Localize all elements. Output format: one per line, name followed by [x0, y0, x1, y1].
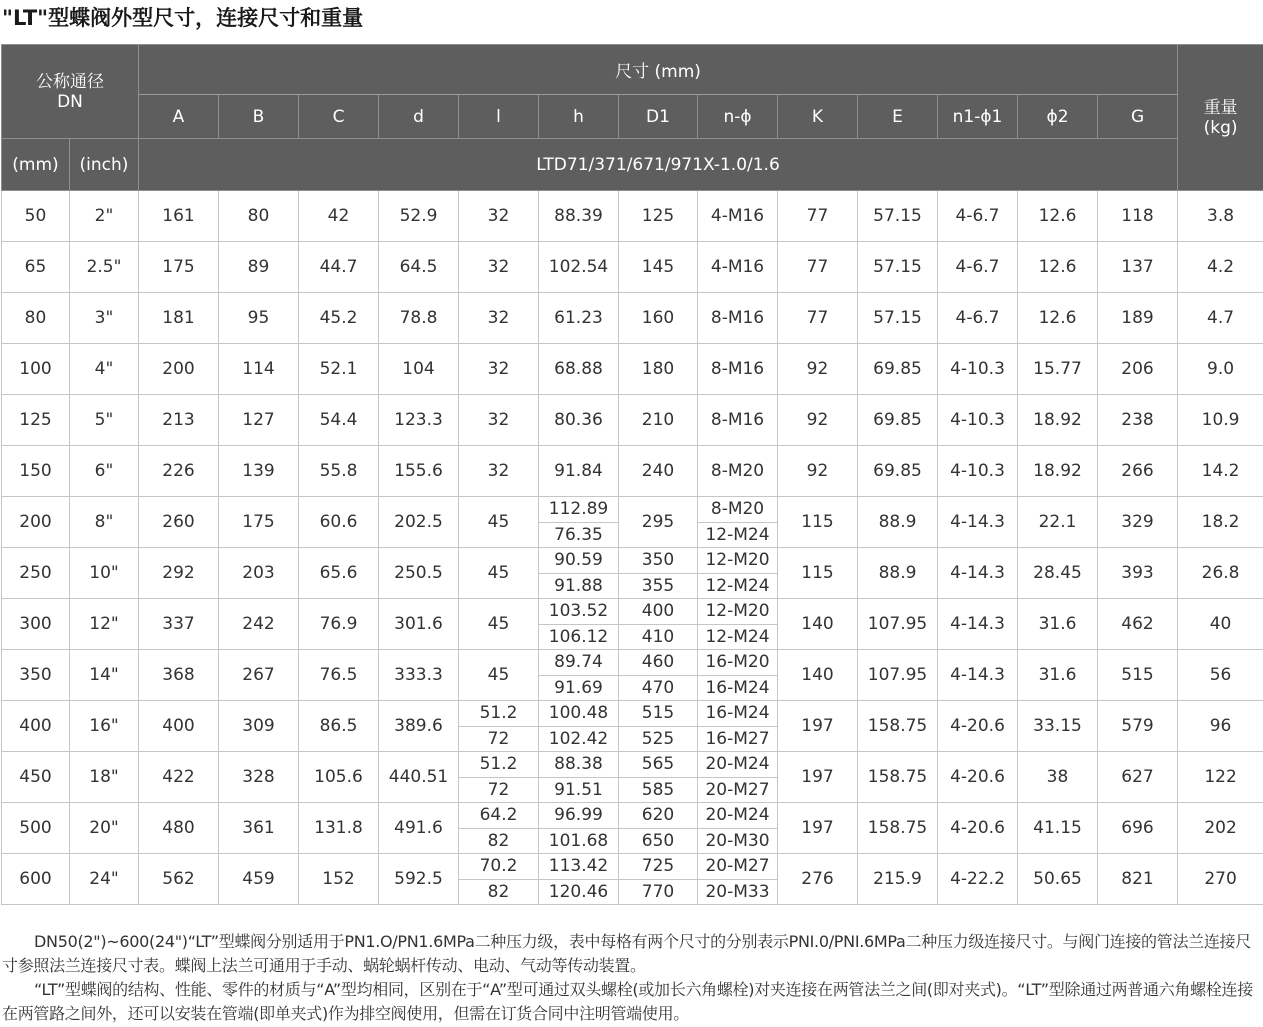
cell-h: 91.69	[539, 675, 619, 701]
cell-dn-inch: 14"	[70, 650, 139, 701]
cell-b: 95	[219, 293, 299, 344]
cell-h: 90.59	[539, 548, 619, 574]
cell-a: 400	[139, 701, 219, 752]
cell-d1: 650	[619, 828, 698, 854]
cell-k: 140	[778, 650, 858, 701]
cell-g: 393	[1098, 548, 1178, 599]
cell-h: 76.35	[539, 522, 619, 548]
table-header	[2, 45, 1263, 191]
table-row	[2, 854, 1263, 880]
cell-a: 480	[139, 803, 219, 854]
cell-d1: 210	[619, 395, 698, 446]
cell-n-phi: 8-M16	[698, 344, 778, 395]
cell-n-phi: 4-M16	[698, 191, 778, 242]
cell-a: 226	[139, 446, 219, 497]
cell-k: 140	[778, 599, 858, 650]
cell-dn-inch: 18"	[70, 752, 139, 803]
cell-a: 337	[139, 599, 219, 650]
cell-dn-inch: 3"	[70, 293, 139, 344]
cell-b: 242	[219, 599, 299, 650]
cell-c: 42	[299, 191, 379, 242]
cell-b: 175	[219, 497, 299, 548]
cell-dn-mm: 450	[2, 752, 70, 803]
cell-dn-inch: 5"	[70, 395, 139, 446]
cell-c: 131.8	[299, 803, 379, 854]
cell-k: 197	[778, 803, 858, 854]
header-unit-mm: (mm)	[2, 139, 70, 191]
column-header: A	[139, 95, 219, 139]
cell-h: 112.89	[539, 497, 619, 523]
cell-e: 57.15	[858, 293, 938, 344]
cell-g: 696	[1098, 803, 1178, 854]
header-dn-label: 公称通径	[36, 71, 104, 92]
cell-phi2: 18.92	[1018, 395, 1098, 446]
cell-n1-phi1: 4-14.3	[938, 497, 1018, 548]
cell-e: 88.9	[858, 548, 938, 599]
cell-n-phi: 16-M27	[698, 726, 778, 752]
cell-h: 88.38	[539, 752, 619, 778]
cell-g: 515	[1098, 650, 1178, 701]
cell-d1: 470	[619, 675, 698, 701]
table-row	[2, 293, 1263, 319]
cell-b: 80	[219, 191, 299, 242]
column-header-row	[2, 95, 1263, 139]
cell-g: 137	[1098, 242, 1178, 293]
header-model: LTD71/371/671/971X-1.0/1.6	[139, 139, 1178, 191]
cell-dn-inch: 2"	[70, 191, 139, 242]
cell-l: 32	[459, 395, 539, 446]
column-header: C	[299, 95, 379, 139]
cell-c: 55.8	[299, 446, 379, 497]
cell-dn-inch: 8"	[70, 497, 139, 548]
cell-n-phi: 20-M33	[698, 879, 778, 905]
cell-n-phi: 20-M30	[698, 828, 778, 854]
cell-a: 260	[139, 497, 219, 548]
cell-l: 32	[459, 344, 539, 395]
cell-d1: 180	[619, 344, 698, 395]
cell-dn-mm: 300	[2, 599, 70, 650]
cell-n-phi: 20-M27	[698, 777, 778, 803]
cell-b: 459	[219, 854, 299, 905]
cell-n1-phi1: 4-20.6	[938, 701, 1018, 752]
cell-n1-phi1: 4-6.7	[938, 293, 1018, 344]
cell-phi2: 22.1	[1018, 497, 1098, 548]
cell-a: 292	[139, 548, 219, 599]
cell-g: 627	[1098, 752, 1178, 803]
column-header: n1-ϕ1	[938, 95, 1018, 139]
cell-a: 213	[139, 395, 219, 446]
cell-h: 103.52	[539, 599, 619, 625]
cell-e: 158.75	[858, 803, 938, 854]
cell-phi2: 18.92	[1018, 446, 1098, 497]
table-body	[2, 191, 1263, 905]
cell-dn-inch: 4"	[70, 344, 139, 395]
cell-b: 114	[219, 344, 299, 395]
cell-c: 52.1	[299, 344, 379, 395]
cell-l: 32	[459, 191, 539, 242]
cell-dn-inch: 12"	[70, 599, 139, 650]
cell-d: 301.6	[379, 599, 459, 650]
cell-n1-phi1: 4-10.3	[938, 395, 1018, 446]
cell-e: 69.85	[858, 446, 938, 497]
cell-d1: 770	[619, 879, 698, 905]
cell-n1-phi1: 4-10.3	[938, 446, 1018, 497]
cell-phi2: 12.6	[1018, 293, 1098, 344]
cell-n1-phi1: 4-14.3	[938, 599, 1018, 650]
cell-h: 101.68	[539, 828, 619, 854]
cell-n1-phi1: 4-22.2	[938, 854, 1018, 905]
cell-n-phi: 20-M24	[698, 752, 778, 778]
cell-a: 422	[139, 752, 219, 803]
cell-d1: 585	[619, 777, 698, 803]
cell-e: 88.9	[858, 497, 938, 548]
cell-b: 267	[219, 650, 299, 701]
cell-h: 113.42	[539, 854, 619, 880]
cell-d: 202.5	[379, 497, 459, 548]
cell-weight: 26.8	[1178, 548, 1263, 599]
cell-h: 61.23	[539, 293, 619, 344]
cell-n-phi: 8-M16	[698, 395, 778, 446]
table-row	[2, 191, 1263, 217]
column-header: G	[1098, 95, 1178, 139]
cell-d: 592.5	[379, 854, 459, 905]
cell-d1: 400	[619, 599, 698, 625]
cell-a: 200	[139, 344, 219, 395]
cell-weight: 14.2	[1178, 446, 1263, 497]
cell-n-phi: 4-M16	[698, 242, 778, 293]
cell-l: 72	[459, 777, 539, 803]
cell-a: 175	[139, 242, 219, 293]
cell-weight: 9.0	[1178, 344, 1263, 395]
cell-d: 440.51	[379, 752, 459, 803]
cell-weight: 18.2	[1178, 497, 1263, 548]
cell-k: 77	[778, 242, 858, 293]
cell-d: 64.5	[379, 242, 459, 293]
header-unit-inch: (inch)	[70, 139, 139, 191]
cell-phi2: 31.6	[1018, 599, 1098, 650]
column-header: B	[219, 95, 299, 139]
cell-e: 57.15	[858, 191, 938, 242]
cell-a: 181	[139, 293, 219, 344]
cell-l: 72	[459, 726, 539, 752]
cell-n1-phi1: 4-6.7	[938, 242, 1018, 293]
cell-g: 206	[1098, 344, 1178, 395]
cell-weight: 270	[1178, 854, 1263, 905]
table-row	[2, 242, 1263, 268]
cell-e: 57.15	[858, 242, 938, 293]
table-row	[2, 650, 1263, 676]
cell-dn-inch: 20"	[70, 803, 139, 854]
cell-dn-inch: 16"	[70, 701, 139, 752]
cell-c: 65.6	[299, 548, 379, 599]
cell-b: 328	[219, 752, 299, 803]
column-header: K	[778, 95, 858, 139]
table-row	[2, 446, 1263, 472]
cell-l: 64.2	[459, 803, 539, 829]
cell-n-phi: 12-M24	[698, 522, 778, 548]
cell-c: 45.2	[299, 293, 379, 344]
spec-table	[1, 44, 1263, 905]
cell-d1: 460	[619, 650, 698, 676]
cell-g: 579	[1098, 701, 1178, 752]
cell-l: 32	[459, 293, 539, 344]
cell-c: 105.6	[299, 752, 379, 803]
cell-weight: 3.8	[1178, 191, 1263, 242]
cell-l: 45	[459, 599, 539, 650]
cell-e: 69.85	[858, 344, 938, 395]
cell-n1-phi1: 4-14.3	[938, 548, 1018, 599]
cell-phi2: 31.6	[1018, 650, 1098, 701]
cell-dn-mm: 80	[2, 293, 70, 344]
cell-dn-mm: 50	[2, 191, 70, 242]
cell-c: 152	[299, 854, 379, 905]
column-header: ϕ2	[1018, 95, 1098, 139]
cell-n-phi: 8-M20	[698, 446, 778, 497]
cell-k: 115	[778, 497, 858, 548]
cell-h: 100.48	[539, 701, 619, 727]
note-paragraph: DN50(2")~600(24")“LT”型蝶阀分别适用于PN1.O/PN1.6MPa二种压力级，表中每格有两个尺寸的分别表示PNI.0/PNI.6MPa二种压力级连接尺寸。与阀门连接的管法兰连接尺寸参照法兰连接尺寸表。蝶阀上法兰可通用于手动、蜗轮蜗杆传动、电动、气动等传动装置。	[2, 932, 1251, 975]
table-row	[2, 497, 1263, 523]
cell-n-phi: 20-M27	[698, 854, 778, 880]
cell-dn-inch: 6"	[70, 446, 139, 497]
cell-d: 250.5	[379, 548, 459, 599]
header-weight-unit: (kg)	[1203, 117, 1238, 138]
cell-n-phi: 12-M24	[698, 573, 778, 599]
cell-h: 102.42	[539, 726, 619, 752]
cell-l: 45	[459, 497, 539, 548]
cell-d1: 620	[619, 803, 698, 829]
cell-k: 115	[778, 548, 858, 599]
cell-phi2: 12.6	[1018, 191, 1098, 242]
cell-n-phi: 8-M16	[698, 293, 778, 344]
table-row	[2, 803, 1263, 829]
cell-d: 104	[379, 344, 459, 395]
cell-dn-mm: 250	[2, 548, 70, 599]
cell-n1-phi1: 4-20.6	[938, 752, 1018, 803]
cell-c: 86.5	[299, 701, 379, 752]
cell-h: 91.88	[539, 573, 619, 599]
cell-a: 368	[139, 650, 219, 701]
cell-d1: 565	[619, 752, 698, 778]
cell-h: 106.12	[539, 624, 619, 650]
column-header: E	[858, 95, 938, 139]
cell-dn-mm: 100	[2, 344, 70, 395]
cell-l: 51.2	[459, 701, 539, 727]
cell-phi2: 50.65	[1018, 854, 1098, 905]
cell-h: 96.99	[539, 803, 619, 829]
cell-phi2: 38	[1018, 752, 1098, 803]
cell-d1: 515	[619, 701, 698, 727]
cell-e: 158.75	[858, 701, 938, 752]
cell-h: 120.46	[539, 879, 619, 905]
cell-phi2: 28.45	[1018, 548, 1098, 599]
header-weight-label: 重量	[1203, 97, 1238, 118]
cell-dn-mm: 150	[2, 446, 70, 497]
cell-a: 562	[139, 854, 219, 905]
cell-h: 91.84	[539, 446, 619, 497]
cell-d: 333.3	[379, 650, 459, 701]
header-weight	[1178, 45, 1263, 191]
cell-weight: 202	[1178, 803, 1263, 854]
cell-n-phi: 12-M20	[698, 548, 778, 574]
cell-l: 45	[459, 548, 539, 599]
cell-g: 329	[1098, 497, 1178, 548]
cell-k: 92	[778, 344, 858, 395]
cell-e: 107.95	[858, 599, 938, 650]
cell-b: 361	[219, 803, 299, 854]
cell-d1: 145	[619, 242, 698, 293]
cell-dn-mm: 65	[2, 242, 70, 293]
cell-e: 69.85	[858, 395, 938, 446]
cell-h: 88.39	[539, 191, 619, 242]
cell-dn-mm: 200	[2, 497, 70, 548]
cell-l: 45	[459, 650, 539, 701]
cell-dn-mm: 125	[2, 395, 70, 446]
cell-d: 78.8	[379, 293, 459, 344]
cell-d: 155.6	[379, 446, 459, 497]
cell-g: 118	[1098, 191, 1178, 242]
cell-d1: 125	[619, 191, 698, 242]
table-row	[2, 599, 1263, 625]
cell-dn-mm: 400	[2, 701, 70, 752]
cell-g: 821	[1098, 854, 1178, 905]
cell-phi2: 33.15	[1018, 701, 1098, 752]
column-header: D1	[619, 95, 698, 139]
cell-d1: 410	[619, 624, 698, 650]
cell-c: 44.7	[299, 242, 379, 293]
cell-n1-phi1: 4-6.7	[938, 191, 1018, 242]
cell-weight: 56	[1178, 650, 1263, 701]
cell-d: 389.6	[379, 701, 459, 752]
cell-a: 161	[139, 191, 219, 242]
cell-l: 51.2	[459, 752, 539, 778]
cell-weight: 122	[1178, 752, 1263, 803]
cell-k: 197	[778, 752, 858, 803]
table-row	[2, 548, 1263, 574]
cell-k: 276	[778, 854, 858, 905]
cell-dn-mm: 600	[2, 854, 70, 905]
cell-b: 127	[219, 395, 299, 446]
cell-h: 102.54	[539, 242, 619, 293]
cell-n1-phi1: 4-10.3	[938, 344, 1018, 395]
cell-d: 123.3	[379, 395, 459, 446]
notes	[2, 930, 1263, 1026]
cell-b: 203	[219, 548, 299, 599]
cell-k: 77	[778, 293, 858, 344]
cell-e: 215.9	[858, 854, 938, 905]
cell-weight: 4.7	[1178, 293, 1263, 344]
cell-weight: 96	[1178, 701, 1263, 752]
cell-dn-mm: 350	[2, 650, 70, 701]
cell-e: 158.75	[858, 752, 938, 803]
cell-weight: 4.2	[1178, 242, 1263, 293]
column-header: h	[539, 95, 619, 139]
cell-b: 139	[219, 446, 299, 497]
cell-d1: 355	[619, 573, 698, 599]
cell-h: 68.88	[539, 344, 619, 395]
cell-h: 91.51	[539, 777, 619, 803]
table-row	[2, 701, 1263, 727]
cell-n-phi: 16-M24	[698, 675, 778, 701]
cell-phi2: 41.15	[1018, 803, 1098, 854]
cell-l: 82	[459, 828, 539, 854]
cell-d1: 725	[619, 854, 698, 880]
cell-l: 32	[459, 446, 539, 497]
cell-c: 76.9	[299, 599, 379, 650]
cell-dn-inch: 24"	[70, 854, 139, 905]
cell-n-phi: 12-M20	[698, 599, 778, 625]
cell-l: 70.2	[459, 854, 539, 880]
note-paragraph: “LT”型蝶阀的结构、性能、零件的材质与“A”型均相同，区别在于“A”型可通过双头螺栓(或加长六角螺栓)对夹连接在两管法兰之间(即对夹式)。“LT”型除通过两普通六角螺栓连接在两管路之间外，还可以安装在管端(即单夹式)作为排空阀使用，但需在订货合同中注明管端使用。	[2, 980, 1253, 1023]
cell-d1: 240	[619, 446, 698, 497]
cell-e: 107.95	[858, 650, 938, 701]
header-dimensions-group: 尺寸 (mm)	[139, 45, 1178, 95]
cell-d1: 295	[619, 497, 698, 548]
cell-c: 54.4	[299, 395, 379, 446]
cell-b: 309	[219, 701, 299, 752]
cell-c: 60.6	[299, 497, 379, 548]
cell-g: 266	[1098, 446, 1178, 497]
cell-weight: 10.9	[1178, 395, 1263, 446]
cell-g: 462	[1098, 599, 1178, 650]
cell-k: 92	[778, 446, 858, 497]
cell-n1-phi1: 4-14.3	[938, 650, 1018, 701]
cell-n-phi: 16-M24	[698, 701, 778, 727]
table-row	[2, 395, 1263, 421]
cell-l: 32	[459, 242, 539, 293]
cell-d1: 525	[619, 726, 698, 752]
cell-k: 197	[778, 701, 858, 752]
cell-l: 82	[459, 879, 539, 905]
cell-b: 89	[219, 242, 299, 293]
cell-n1-phi1: 4-20.6	[938, 803, 1018, 854]
cell-phi2: 12.6	[1018, 242, 1098, 293]
cell-k: 92	[778, 395, 858, 446]
cell-dn-inch: 2.5"	[70, 242, 139, 293]
cell-d1: 350	[619, 548, 698, 574]
table-row	[2, 344, 1263, 370]
header-dn-symbol: DN	[57, 91, 83, 112]
cell-h: 89.74	[539, 650, 619, 676]
page-title: "LT"型蝶阀外型尺寸，连接尺寸和重量	[2, 6, 364, 30]
cell-dn-inch: 10"	[70, 548, 139, 599]
cell-phi2: 15.77	[1018, 344, 1098, 395]
table-row	[2, 752, 1263, 778]
cell-g: 238	[1098, 395, 1178, 446]
cell-h: 80.36	[539, 395, 619, 446]
cell-n-phi: 16-M20	[698, 650, 778, 676]
column-header: n-ϕ	[698, 95, 778, 139]
cell-d: 52.9	[379, 191, 459, 242]
header-nominal-diameter	[2, 45, 139, 139]
cell-c: 76.5	[299, 650, 379, 701]
cell-weight: 40	[1178, 599, 1263, 650]
column-header: d	[379, 95, 459, 139]
column-header: l	[459, 95, 539, 139]
cell-d1: 160	[619, 293, 698, 344]
cell-k: 77	[778, 191, 858, 242]
cell-n-phi: 20-M24	[698, 803, 778, 829]
cell-g: 189	[1098, 293, 1178, 344]
cell-n-phi: 8-M20	[698, 497, 778, 523]
cell-dn-mm: 500	[2, 803, 70, 854]
cell-d: 491.6	[379, 803, 459, 854]
cell-n-phi: 12-M24	[698, 624, 778, 650]
